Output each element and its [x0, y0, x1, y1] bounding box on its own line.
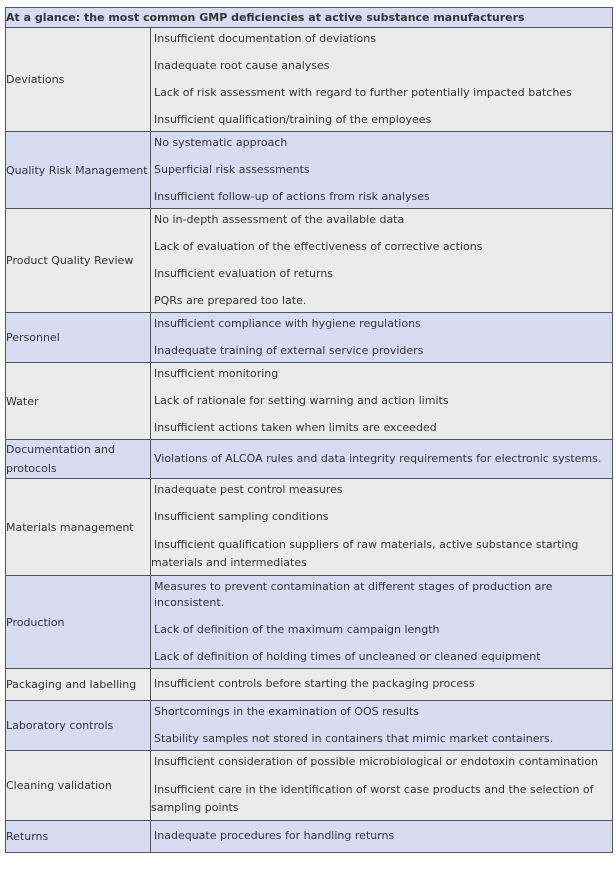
- deficiency-item: Inadequate training of external service providers: [154, 344, 424, 357]
- deficiency-item: Measures to prevent contamination at different stages of production are inconsistent.: [154, 580, 553, 609]
- deficiency-item: Insufficient qualification suppliers of raw materials, active substance starting materials and intermediates: [151, 538, 579, 569]
- deficiency-item: Insufficient evaluation of returns: [154, 267, 334, 280]
- table-row: [6, 669, 613, 701]
- deficiency-item: PQRs are prepared too late.: [154, 294, 307, 307]
- deficiency-item: Insufficient consideration of possible microbiological or endotoxin contamination: [154, 755, 599, 768]
- deficiency-item: Insufficient monitoring: [154, 367, 279, 380]
- category-cell: Returns: [6, 821, 151, 853]
- deficiency-item: Insufficient sampling conditions: [154, 510, 329, 523]
- deficiency-cell: [151, 701, 613, 751]
- table-row: [6, 479, 613, 576]
- table-row: [6, 132, 613, 209]
- deficiency-item: No systematic approach: [154, 136, 288, 149]
- deficiency-item: Lack of rationale for setting warning and action limits: [154, 394, 449, 407]
- category-cell: Materials management: [6, 479, 151, 576]
- deficiency-item: Inadequate root cause analyses: [154, 59, 330, 72]
- category-cell: Personnel: [6, 313, 151, 363]
- table-row: [6, 701, 613, 751]
- deficiency-cell: [151, 821, 613, 853]
- category-cell: Quality Risk Management: [6, 132, 151, 209]
- deficiency-item: Insufficient compliance with hygiene regulations: [154, 317, 421, 330]
- deficiency-cell: [151, 28, 613, 132]
- deficiency-item: Insufficient qualification/training of the employees: [154, 113, 432, 126]
- table-row: [6, 28, 613, 132]
- category-cell: Packaging and labelling: [6, 669, 151, 701]
- deficiency-cell: [151, 209, 613, 313]
- deficiency-item: Inadequate procedures for handling returns: [154, 829, 395, 842]
- table-row: [6, 209, 613, 313]
- deficiency-cell: [151, 132, 613, 209]
- category-cell: Deviations: [6, 28, 151, 132]
- deficiency-item: Inadequate pest control measures: [154, 483, 343, 496]
- deficiency-cell: [151, 751, 613, 821]
- deficiency-item: Shortcomings in the examination of OOS results: [154, 705, 419, 718]
- category-cell: Cleaning validation: [6, 751, 151, 821]
- deficiency-item: Lack of definition of the maximum campaign length: [154, 623, 440, 636]
- category-cell: Documentation and protocols: [6, 440, 151, 479]
- category-cell: Production: [6, 576, 151, 669]
- table-title: At a glance: the most common GMP deficiencies at active substance manufacturers: [6, 8, 613, 28]
- deficiency-item: Lack of evaluation of the effectiveness of corrective actions: [154, 240, 483, 253]
- deficiency-cell: [151, 363, 613, 440]
- deficiency-cell: [151, 479, 613, 576]
- table-row: [6, 751, 613, 821]
- deficiency-item: Lack of definition of holding times of uncleaned or cleaned equipment: [154, 650, 541, 663]
- table-row: [6, 313, 613, 363]
- deficiency-item: Violations of ALCOA rules and data integrity requirements for electronic systems.: [154, 451, 602, 465]
- table-body: [6, 28, 613, 853]
- deficiency-item: Lack of risk assessment with regard to further potentially impacted batches: [154, 86, 572, 99]
- deficiency-item: Insufficient controls before starting the packaging process: [154, 677, 475, 690]
- table-row: [6, 363, 613, 440]
- table-row: [6, 576, 613, 669]
- category-cell: Laboratory controls: [6, 701, 151, 751]
- deficiency-item: Insufficient follow-up of actions from risk analyses: [154, 190, 430, 203]
- table-row: [6, 440, 613, 479]
- deficiency-cell: [151, 576, 613, 669]
- deficiency-item: Insufficient actions taken when limits are exceeded: [154, 421, 437, 434]
- deficiency-item: Insufficient care in the identification of worst case products and the selection of sampling points: [151, 783, 594, 814]
- deficiency-item: Stability samples not stored in containers that mimic market containers.: [154, 732, 554, 745]
- deficiency-cell: [151, 669, 613, 701]
- deficiency-cell: [151, 313, 613, 363]
- deficiency-item: Superficial risk assessments: [154, 163, 310, 176]
- table-row: [6, 821, 613, 853]
- deficiency-item: No in-depth assessment of the available data: [154, 213, 405, 226]
- category-cell: Water: [6, 363, 151, 440]
- deficiency-cell: [151, 440, 613, 479]
- category-cell: Product Quality Review: [6, 209, 151, 313]
- gmp-deficiencies-table: [5, 7, 613, 853]
- deficiency-item: Insufficient documentation of deviations: [154, 32, 376, 45]
